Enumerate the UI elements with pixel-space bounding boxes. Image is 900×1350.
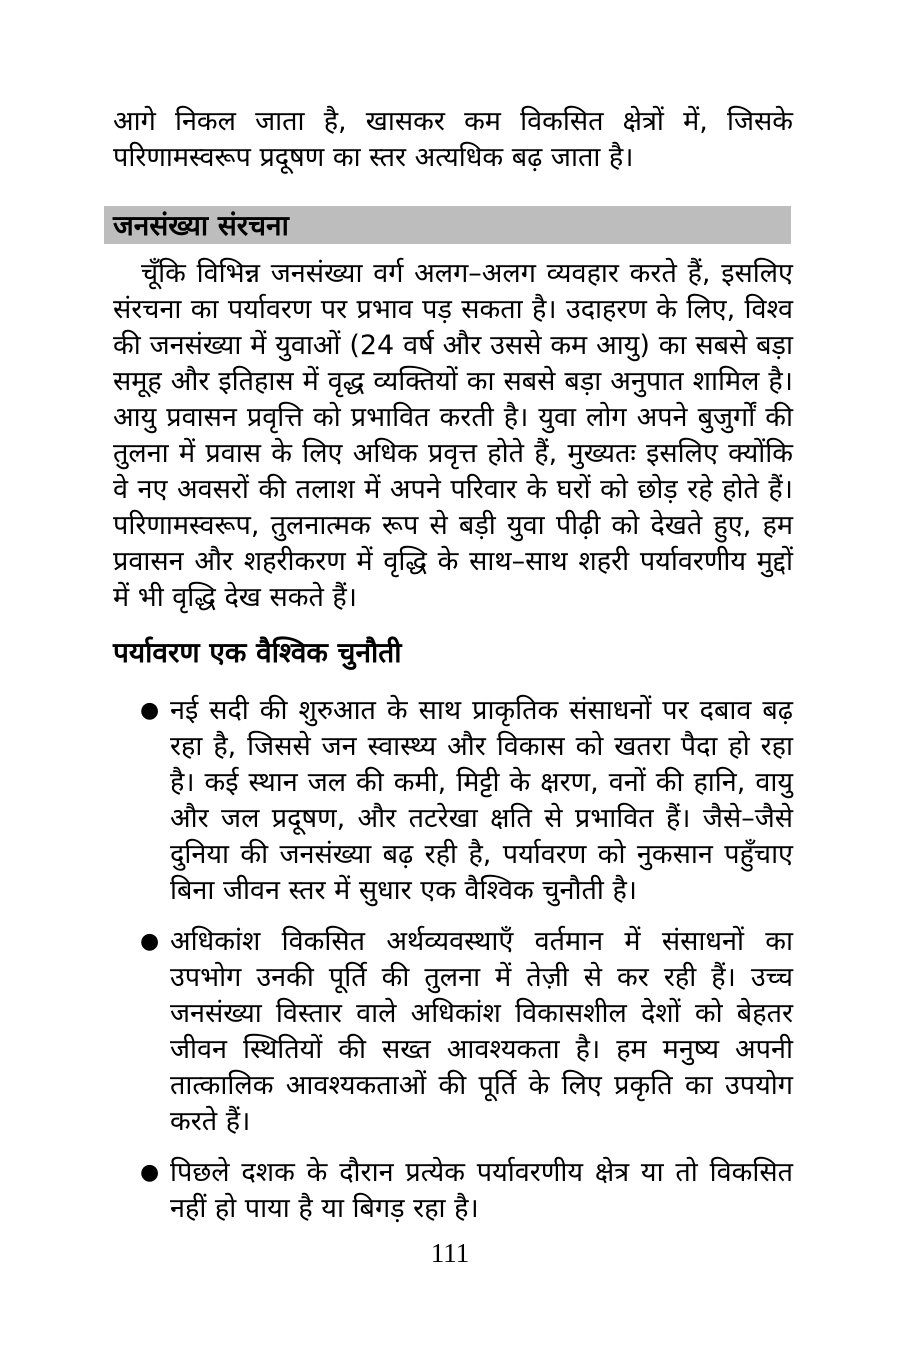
bullet-text-resource-pressure: नई सदी की शुरुआत के साथ प्राकृतिक संसाधनों पर दबाव बढ़ रहा है, जिससे जन स्वास्थ्य और विकास को खतरा पैदा हो रहा है। कई स्थान जल की कमी, मिट्टी के क्षरण, वनों की हानि, वायु और जल प्रदूषण, और तटरेखा क्षति से प्रभावित हैं। जैसे–जैसे दुनिया की जनसंख्या बढ़ रही है, पर्यावरण को नुकसान पहुँचाए बिना जीवन स्तर में सुधार एक वैश्विक चुनौती है। bbox=[170, 695, 793, 906]
bullet-item-consumption bbox=[113, 924, 793, 1140]
bullet-icon: ● bbox=[140, 929, 160, 954]
population-structure-paragraph: चूँकि विभिन्न जनसंख्या वर्ग अलग–अलग व्यवहार करते हैं, इसलिए संरचना का पर्यावरण पर प्रभाव पड़ सकता है। उदाहरण के लिए, विश्व की जनसंख्या में युवाओं (24 वर्ष और उससे कम आयु) का सबसे बड़ा समूह और इतिहास में वृद्ध व्यक्तियों का सबसे बड़ा अनुपात शामिल है। आयु प्रवासन प्रवृत्ति को प्रभावित करती है। युवा लोग अपने बुजुर्गों की तुलना में प्रवास के लिए अधिक प्रवृत्त होते हैं, मुख्यतः इसलिए क्योंकि वे नए अवसरों की तलाश में अपने परिवार के घरों को छोड़ रहे होते हैं। परिणामस्वरूप, तुलनात्मक रूप से बड़ी युवा पीढ़ी को देखते हुए, हम प्रवासन और शहरीकरण में वृद्धि के साथ–साथ शहरी पर्यावरणीय मुद्दों में भी वृद्धि देख सकते हैं। bbox=[113, 258, 793, 613]
population-structure-heading: जनसंख्या संरचना bbox=[113, 209, 289, 242]
page-number: 111 bbox=[430, 1238, 470, 1268]
bullet-icon: ● bbox=[140, 1160, 160, 1185]
bullet-text-decline: पिछले दशक के दौरान प्रत्येक पर्यावरणीय क्षेत्र या तो विकसित नहीं हो पाया है या बिगड़ रहा है। bbox=[170, 1157, 793, 1224]
bullet-item-decline bbox=[113, 1155, 793, 1227]
environment-challenge-heading: पर्यावरण एक वैश्विक चुनौती bbox=[113, 636, 402, 669]
text-column bbox=[113, 0, 793, 1242]
bullet-item-resource-pressure bbox=[113, 693, 793, 909]
intro-paragraph: आगे निकल जाता है, खासकर कम विकसित क्षेत्रों में, जिसके परिणामस्वरूप प्रदूषण का स्तर अत्यधिक बढ़ जाता है। bbox=[113, 106, 793, 173]
environment-bullet-list bbox=[113, 693, 793, 1227]
population-structure-heading-bar bbox=[104, 206, 791, 244]
bullet-text-consumption: अधिकांश विकसित अर्थव्यवस्थाएँ वर्तमान में संसाधनों का उपभोग उनकी पूर्ति की तुलना में तेज़ी से कर रही हैं। उच्च जनसंख्या विस्तार वाले अधिकांश विकासशील देशों को बेहतर जीवन स्थितियों की सख्त आवश्यकता है। हम मनुष्य अपनी तात्कालिक आवश्यकताओं की पूर्ति के लिए प्रकृति का उपयोग करते हैं। bbox=[170, 926, 793, 1137]
bullet-icon: ● bbox=[140, 698, 160, 723]
